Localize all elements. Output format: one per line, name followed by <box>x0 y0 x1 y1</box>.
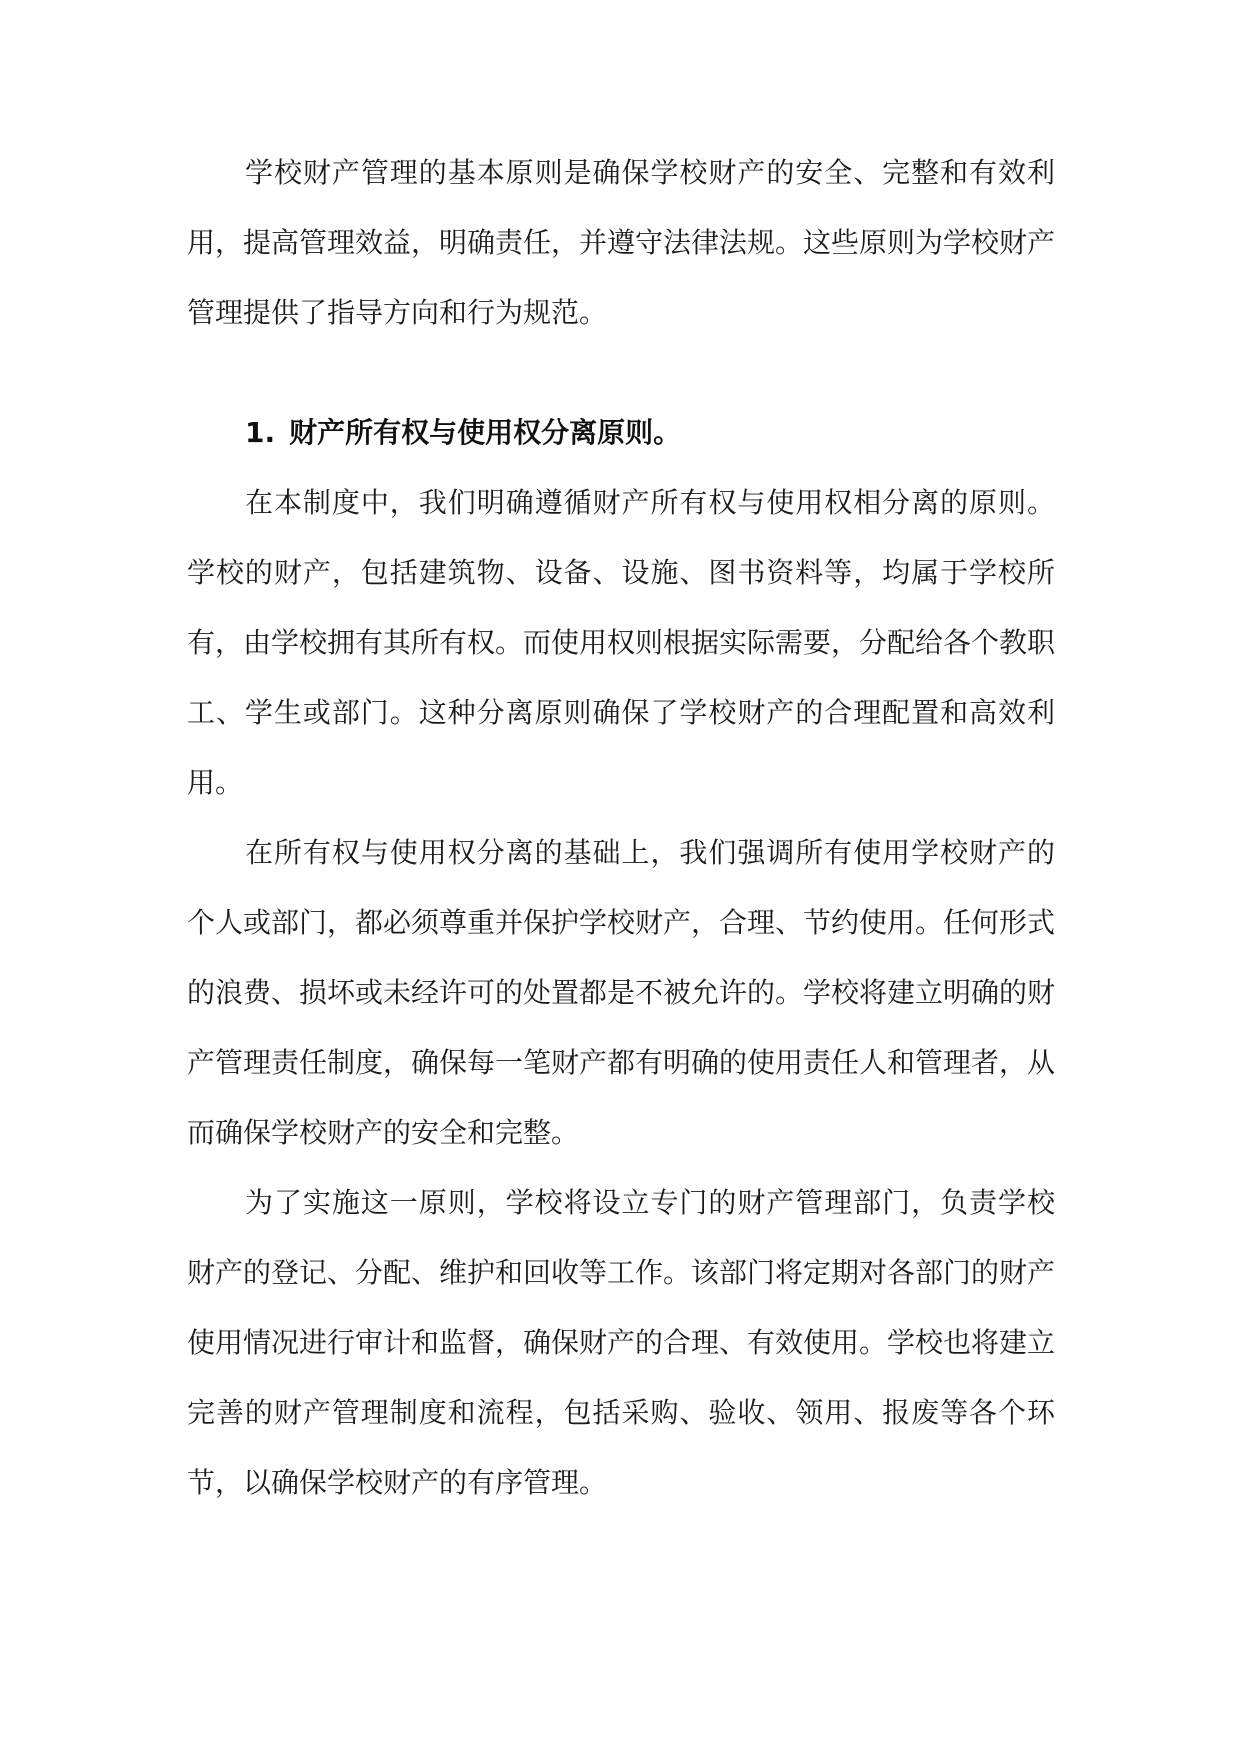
section-title: 财产所有权与使用权分离原则。 <box>289 416 682 449</box>
document-body <box>187 138 1055 1518</box>
body-paragraph: 在所有权与使用权分离的基础上，我们强调所有使用学校财产的个人或部门，都必须尊重并保护学校财产，合理、节约使用。任何形式的浪费、损坏或未经许可的处置都是不被允许的。学校将建立明确的财产管理责任制度，确保每一笔财产都有明确的使用责任人和管理者，从而确保学校财产的安全和完整。 <box>187 836 1056 1149</box>
section-number: 1. <box>245 416 276 449</box>
body-paragraph: 在本制度中，我们明确遵循财产所有权与使用权相分离的原则。学校的财产，包括建筑物、设备、设施、图书资料等，均属于学校所有，由学校拥有其所有权。而使用权则根据实际需要，分配给各个教职工、学生或部门。这种分离原则确保了学校财产的合理配置和高效利用。 <box>187 486 1056 799</box>
intro-paragraph: 学校财产管理的基本原则是确保学校财产的安全、完整和有效利用，提高管理效益，明确责任，并遵守法律法规。这些原则为学校财产管理提供了指导方向和行为规范。 <box>187 156 1056 329</box>
section-heading <box>187 398 1055 468</box>
body-paragraph: 为了实施这一原则，学校将设立专门的财产管理部门，负责学校财产的登记、分配、维护和回收等工作。该部门将定期对各部门的财产使用情况进行审计和监督，确保财产的合理、有效使用。学校也将建立完善的财产管理制度和流程，包括采购、验收、领用、报废等各个环节，以确保学校财产的有序管理。 <box>187 1186 1056 1499</box>
